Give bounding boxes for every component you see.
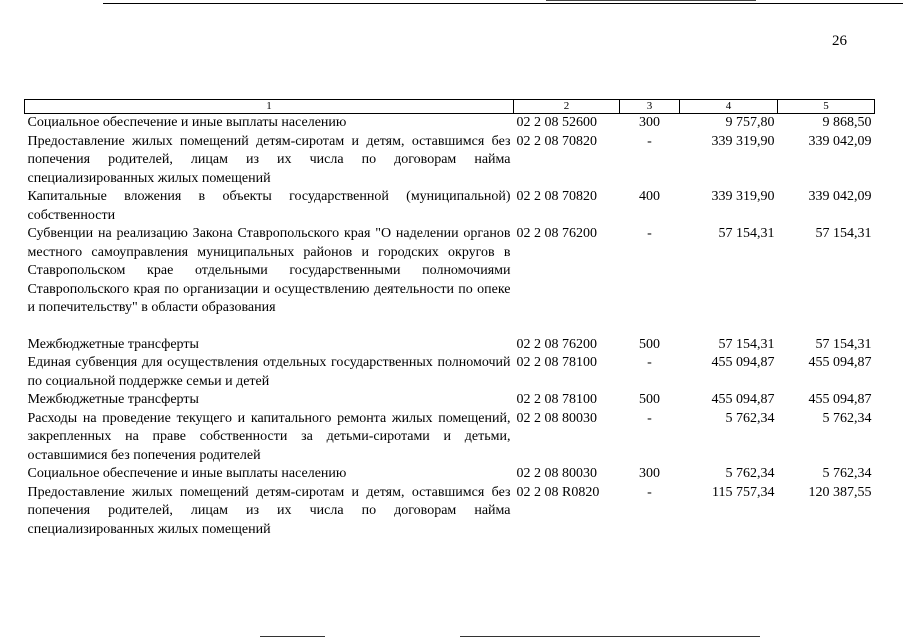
- col-header-3: 3: [620, 100, 680, 114]
- row-code: 02 2 08 78100: [516, 392, 597, 407]
- row-code: 02 2 08 52600: [516, 115, 597, 130]
- row-kind: 500: [639, 392, 660, 407]
- row-name: Субвенции на реализацию Закона Ставропольского края "О наделении органов местного самоуправления муниципальных районов и городских округов в Ставропольском крае отдельными государственными полномочиями Ставропольского края по организации и осуществлению деятельности по опеке и попечительству" в области образования: [27, 226, 511, 315]
- col-header-4: 4: [680, 100, 778, 114]
- row-kind: -: [647, 226, 652, 241]
- row-value-1: 455 094,87: [711, 355, 775, 370]
- table-row: [25, 133, 875, 189]
- row-value-2: 57 154,31: [815, 226, 872, 241]
- table-row: [25, 465, 875, 484]
- row-name: Социальное обеспечение и иные выплаты населению: [27, 466, 347, 481]
- row-kind: 300: [639, 466, 660, 481]
- table-row: [25, 484, 875, 540]
- row-kind: 500: [639, 336, 660, 352]
- row-code: 02 2 08 80030: [516, 410, 597, 426]
- top-rule-fragment: [546, 0, 756, 1]
- row-value-2: 5 762,34: [822, 410, 872, 426]
- row-name: Межбюджетные трансферты: [27, 336, 199, 352]
- budget-table: [24, 99, 875, 539]
- row-value-2: 57 154,31: [815, 336, 872, 352]
- row-value-2: 9 868,50: [822, 115, 872, 130]
- row-kind: 400: [639, 189, 660, 204]
- header-row: [25, 100, 875, 114]
- row-code: 02 2 08 70820: [516, 189, 597, 204]
- col-header-2: 2: [514, 100, 620, 114]
- row-value-1: 57 154,31: [718, 226, 775, 241]
- row-value-1: 9 757,80: [725, 115, 775, 130]
- row-name: Капитальные вложения в объекты государственной (муниципальной) собственности: [27, 189, 511, 223]
- row-value-1: 5 762,34: [725, 410, 775, 426]
- row-value-2: 455 094,87: [808, 392, 872, 407]
- row-name: Предоставление жилых помещений детям-сиротам и детям, оставшимся без попечения родителей, лицам из их числа по договорам найма специализированных жилых помещений: [27, 133, 511, 186]
- table-row: [25, 391, 875, 410]
- table-row: [25, 114, 875, 133]
- top-rule: [103, 3, 903, 4]
- row-kind: -: [647, 355, 652, 370]
- row-value-1: 115 757,34: [712, 484, 775, 500]
- row-value-1: 339 319,90: [711, 133, 775, 149]
- row-code: 02 2 08 76200: [516, 226, 597, 241]
- row-code: 02 2 08 78100: [516, 355, 597, 370]
- row-kind: 300: [639, 115, 660, 130]
- row-kind: -: [647, 484, 652, 500]
- row-kind: -: [647, 133, 652, 149]
- col-header-5: 5: [778, 100, 875, 114]
- row-name: Предоставление жилых помещений детям-сиротам и детям, оставшимся без попечения родителей, лицам из их числа по договорам найма специализированных жилых помещений: [27, 484, 511, 537]
- row-value-2: 5 762,34: [822, 466, 872, 481]
- row-code: 02 2 08 76200: [516, 336, 597, 352]
- row-name: Межбюджетные трансферты: [27, 392, 199, 407]
- row-value-2: 120 387,55: [808, 484, 872, 500]
- col-header-1: 1: [25, 100, 514, 114]
- table-row: [25, 410, 875, 466]
- row-value-1: 339 319,90: [711, 189, 775, 204]
- row-value-2: 339 042,09: [808, 133, 872, 149]
- row-value-1: 5 762,34: [725, 466, 775, 481]
- bottom-rule-fragment: [260, 636, 325, 637]
- row-name: Единая субвенция для осуществления отдельных государственных полномочий по социальной поддержке семьи и детей: [27, 355, 511, 389]
- table-row: [25, 225, 875, 336]
- row-kind: -: [647, 410, 652, 426]
- row-value-1: 455 094,87: [711, 392, 775, 407]
- row-value-2: 455 094,87: [808, 355, 872, 370]
- table-row: [25, 188, 875, 225]
- row-code: 02 2 08 R0820: [516, 484, 600, 500]
- table-row: [25, 336, 875, 355]
- row-name: Расходы на проведение текущего и капитального ремонта жилых помещений, закрепленных на праве собственности за детьми-сиротами и детьми, оставшимися без попечения родителей: [27, 410, 511, 463]
- page-number: 26: [832, 33, 847, 49]
- row-value-2: 339 042,09: [808, 189, 872, 204]
- row-code: 02 2 08 70820: [516, 133, 597, 149]
- bottom-rule-fragment: [460, 636, 760, 637]
- row-name: Социальное обеспечение и иные выплаты населению: [27, 115, 347, 130]
- row-code: 02 2 08 80030: [516, 466, 597, 481]
- row-value-1: 57 154,31: [718, 336, 775, 352]
- table-row: [25, 354, 875, 391]
